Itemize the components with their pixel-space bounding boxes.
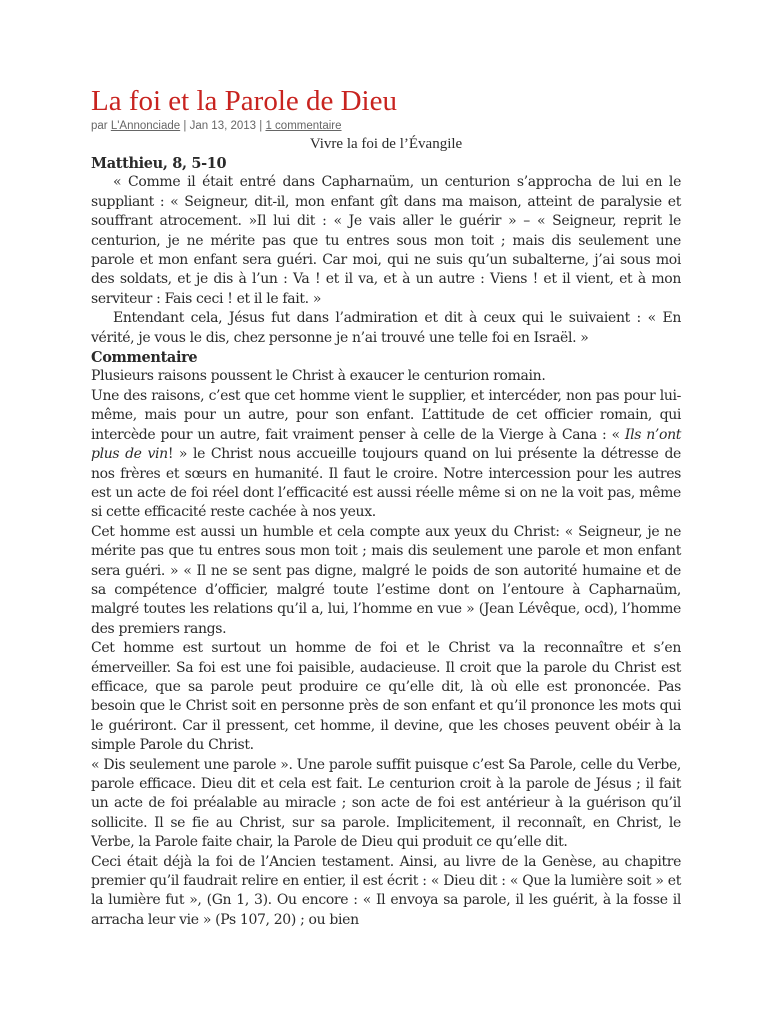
article [91,84,681,930]
comments-link[interactable]: 1 commentaire [265,120,342,132]
commentary-paragraph: Cet homme est surtout un homme de foi et le Christ va la reconnaître et s’en émerveiller. Sa foi est une foi paisible, audacieuse. Il croit que la parole du Christ est efficace, que sa parole peut produire ce qu’elle dit, là où elle est prononcée. Pas besoin que le Christ soit en personne près de son enfant et qu’il prononce les mots qui le guériront. Car il pressent, cet homme, il devine, que les choses peuvent obéir à la simple Parole du Christ. [91,640,681,754]
scripture-reference: Matthieu, 8, 5-10 [91,155,227,172]
article-body [91,154,681,930]
meta-separator: | [256,120,266,132]
paragraph-text: Une des raisons, c’est que cet homme vient le supplier, et intercéder, non pas pour lui-même, mais pour un autre, pour son enfant. L’attitude de cet officier romain, qui intercède pour un autre, fait vraiment penser à celle de la Vierge à Cana : « [91,387,681,443]
commentary-heading: Commentaire [91,349,198,367]
gospel-paragraph: Entendant cela, Jésus fut dans l’admiration et dit à ceux qui le suivaient : « En vérité, je vous le dis, chez personne je n’ai trouvé une telle foi en Israël. » [91,310,681,346]
commentary-paragraph: Ceci était déjà la foi de l’Ancien testament. Ainsi, au livre de la Genèse, au chapitre premier qu’il faudrait relire en entier, il est écrit : « Dieu dit : « Que la lumière soit » et la lumière fut », (Gn 1, 3). Ou encore : « Il envoya sa parole, il les guérit, à la fosse il arracha leur vie » (Ps 107, 20) ; ou bien [91,853,681,928]
author-link[interactable]: L'Annonciade [110,120,181,132]
commentary-paragraph: Cet homme est aussi un humble et cela compte aux yeux du Christ: « Seigneur, je ne mérite pas que tu entres sous mon toit ; mais dis seulement une parole et mon enfant sera guéri. » « Il ne se sent pas digne, malgré le poids de son autorité humaine et de sa compétence d’officier, malgré toute l’estime dont on l’entoure à Capharnaüm, malgré toutes les relations qu’il a, lui, l’homme en vue » (Jean Lévêque, ocd), l’homme des premiers rangs. [91,523,681,637]
commentary-paragraph: Plusieurs raisons poussent le Christ à exaucer le centurion romain. [91,368,546,385]
publish-date: Jan 13, 2013 [189,120,257,132]
meta-prefix: par [91,120,111,132]
paragraph-text: ! » le Christ nous accueille toujours quand on lui présente la détresse de nos frères et sœurs en humanité. Il faut le croire. Notre intercession pour les autres est un acte de foi réel dont l’efficacité est aussi réelle même si on ne la voit pas, même si cette efficacité reste cachée à nos yeux. [91,446,681,521]
gospel-paragraph: « Comme il était entré dans Capharnaüm, un centurion s’approcha de lui en le suppliant : « Seigneur, dit-il, mon enfant gît dans ma maison, atteint de paralysie et souffrant atrocement. »Il lui dit : « Je vais aller le guérir » – « Seigneur, reprit le centurion, je ne mérite pas que tu entres sous mon toit ; mais dis seulement une parole et mon enfant sera guéri. Car moi, qui ne suis qu’un subalterne, j’ai sous moi des soldats, et je dis à l’un : Va ! et il va, et à un autre : Viens ! et il vient, et à mon serviteur : Fais ceci ! et il le fait. » [91,174,681,307]
commentary-paragraph [91,387,681,523]
article-meta [91,119,681,133]
article-title: La foi et la Parole de Dieu [91,85,397,117]
meta-separator: | [180,120,190,132]
article-subtitle: Vivre la foi de l’Évangile [309,136,463,152]
commentary-paragraph: « Dis seulement une parole ». Une parole suffit puisque c’est Sa Parole, celle du Verbe, parole efficace. Dieu dit et cela est fait. Le centurion croit à la parole de Jésus ; il fait un acte de foi préalable au miracle ; son acte de foi est antérieur à la guérison qu’il sollicite. Il se fie au Christ, sur sa parole. Implicitement, il reconnaît, en Christ, le Verbe, la Parole faite chair, la Parole de Dieu qui produit ce qu’elle dit. [91,756,681,851]
quote-italic: Ils n’ont plus de vin [91,426,682,463]
